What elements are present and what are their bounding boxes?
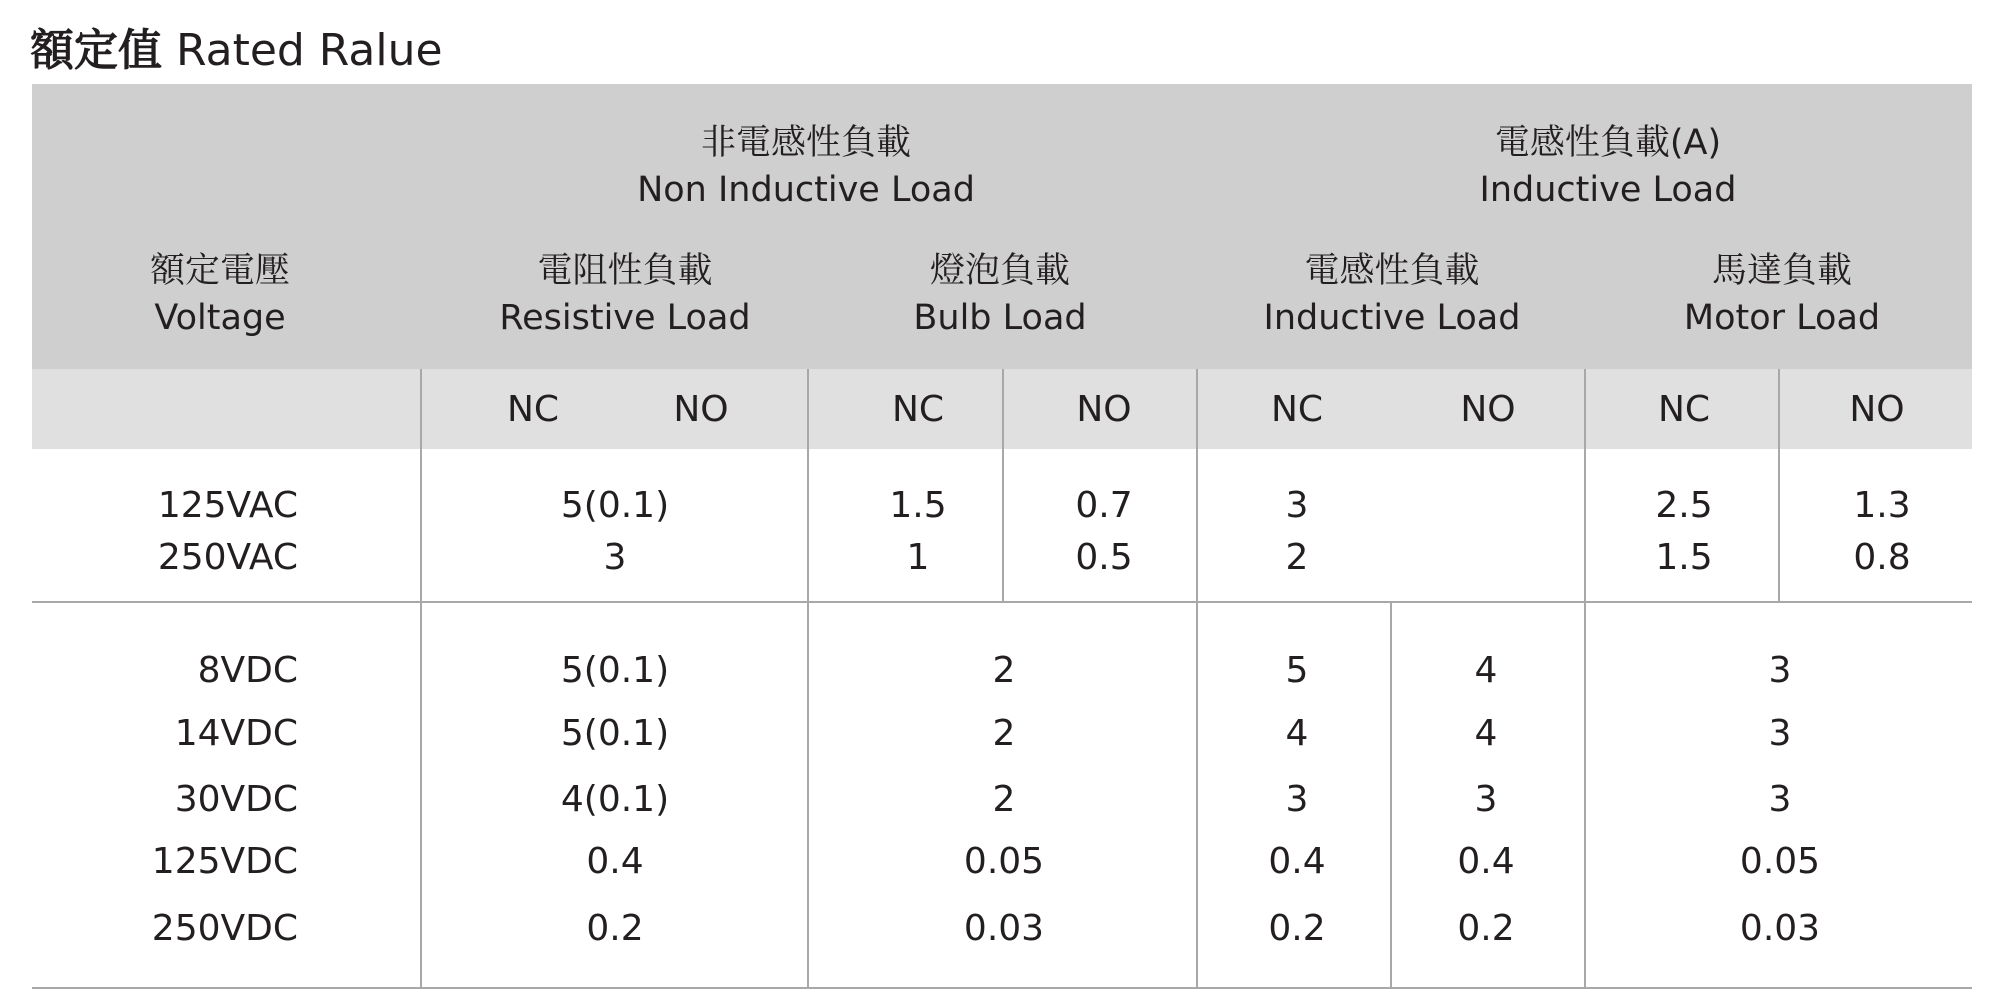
group-non-inductive: 非電感性負載 Non Inductive Load — [637, 123, 975, 210]
ac-bulb-no-cell: 0.7 0.5 — [1075, 485, 1133, 578]
column-header-inductive: 電感性負載 Inductive Load — [1263, 251, 1521, 338]
column-header-bulb: 燈泡負載 Bulb Load — [913, 251, 1087, 338]
bulb-nc-label: NC — [891, 389, 945, 430]
dc-bulb-cell: 0.05 — [963, 841, 1045, 882]
dc-inductive-no-cell: 0.4 — [1457, 841, 1515, 882]
dc-voltage-cell: 30VDC — [174, 779, 298, 820]
dc-voltage-cell: 8VDC — [197, 650, 298, 691]
dc-inductive-nc-cell: 3 — [1285, 779, 1309, 820]
dc-inductive-nc-cell: 5 — [1285, 650, 1309, 691]
dc-voltage-cell: 14VDC — [174, 713, 298, 754]
column-header-resistive: 電阻性負載 Resistive Load — [499, 251, 751, 338]
divider-voltage — [420, 369, 422, 989]
dc-inductive-nc-cell: 0.2 — [1268, 908, 1326, 949]
dc-resistive-cell: 0.2 — [586, 908, 644, 949]
dc-voltage-cell: 125VDC — [151, 841, 298, 882]
motor-no-label: NO — [1849, 389, 1905, 430]
dc-inductive-no-cell: 4 — [1474, 650, 1498, 691]
dc-inductive-no-cell: 0.2 — [1457, 908, 1515, 949]
dc-inductive-nc-cell: 4 — [1285, 713, 1309, 754]
dc-resistive-cell: 0.4 — [586, 841, 644, 882]
column-header-motor: 馬達負載 Motor Load — [1683, 251, 1881, 338]
page-title — [30, 14, 443, 78]
column-header-voltage: 額定電壓 Voltage — [149, 251, 291, 338]
dc-bulb-cell: 2 — [992, 713, 1016, 754]
title-zh: 額定值 — [30, 25, 162, 76]
divider-inductive — [1584, 369, 1586, 989]
divider-motor-nc-no — [1778, 369, 1780, 602]
divider-bulb-nc-no — [1002, 369, 1004, 602]
dc-voltage-cell: 250VDC — [151, 908, 298, 949]
ac-motor-no-cell: 1.3 0.8 — [1853, 485, 1911, 578]
group-inductive: 電感性負載(A) Inductive Load — [1479, 123, 1737, 210]
dc-bulb-cell: 0.03 — [963, 908, 1045, 949]
dc-resistive-cell: 4(0.1) — [560, 779, 670, 820]
ac-resistive-cell: 5(0.1) 3 — [560, 485, 670, 578]
dc-resistive-cell: 5(0.1) — [560, 650, 670, 691]
dc-motor-cell: 3 — [1768, 650, 1792, 691]
dc-resistive-cell: 5(0.1) — [560, 713, 670, 754]
motor-nc-label: NC — [1657, 389, 1711, 430]
dc-bulb-cell: 2 — [992, 779, 1016, 820]
dc-motor-cell: 3 — [1768, 713, 1792, 754]
table-bottom-rule — [32, 987, 1972, 989]
inductive-no-label: NO — [1460, 389, 1516, 430]
dc-motor-cell: 0.03 — [1739, 908, 1821, 949]
ac-bulb-nc-cell: 1.5 1 — [889, 485, 947, 578]
divider-resistive — [807, 369, 809, 989]
divider-inductive-dc — [1390, 601, 1392, 989]
ac-voltage-cell: 125VAC 250VAC — [157, 485, 298, 578]
resistive-nc-label: NC — [506, 389, 560, 430]
resistive-no-label: NO — [673, 389, 729, 430]
dc-bulb-cell: 2 — [992, 650, 1016, 691]
dc-motor-cell: 0.05 — [1739, 841, 1821, 882]
dc-inductive-nc-cell: 0.4 — [1268, 841, 1326, 882]
ac-motor-nc-cell: 2.5 1.5 — [1655, 485, 1713, 578]
inductive-nc-label: NC — [1270, 389, 1324, 430]
dc-motor-cell: 3 — [1768, 779, 1792, 820]
ac-inductive-cell: 3 2 — [1285, 485, 1309, 578]
bulb-no-label: NO — [1076, 389, 1132, 430]
dc-inductive-no-cell: 4 — [1474, 713, 1498, 754]
divider-bulb — [1196, 369, 1198, 989]
dc-inductive-no-cell: 3 — [1474, 779, 1498, 820]
title-en: Rated Ralue — [176, 25, 443, 76]
